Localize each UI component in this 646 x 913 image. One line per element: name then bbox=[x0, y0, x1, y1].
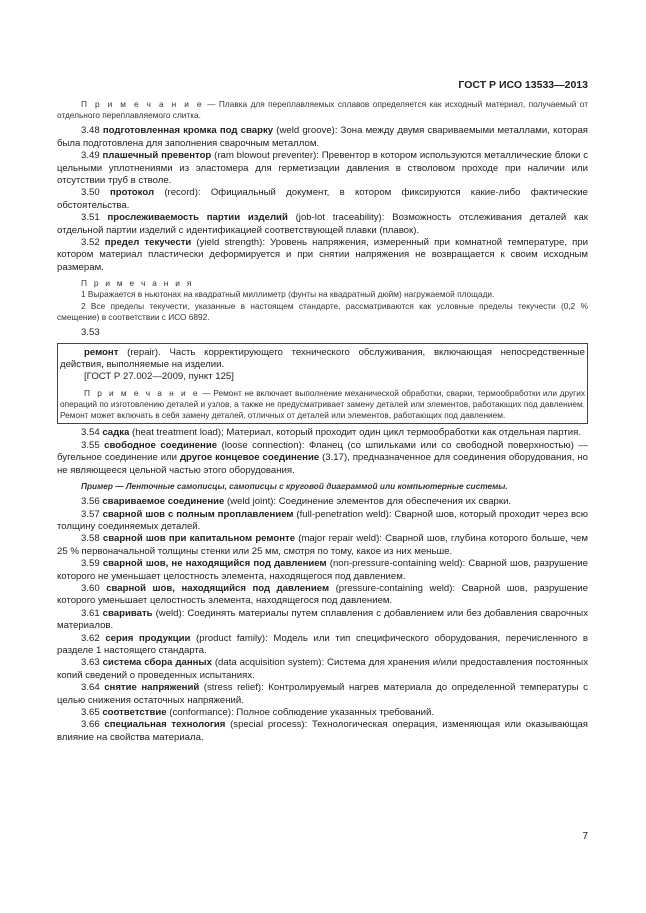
term-3-52: 3.52 предел текучести (yield strength): Уровень напряжения, измеренный при комнатной температуре, при котором материал пластически деформируется и при снятии напряжения не возвращается к своим исходным размерам. bbox=[57, 237, 589, 273]
term-3-65: 3.65 соответствие (conformance): Полное соблюдение указанных требований. bbox=[81, 707, 435, 719]
term-3-53-number: 3.53 bbox=[81, 327, 100, 339]
term-3-56: 3.56 свариваемое соединение (weld joint): Соединение элементов для обеспечения их сварки. bbox=[81, 496, 512, 508]
term-3-50: 3.50 протокол (record): Официальный документ, в котором фиксируются какие-либо фактические обстоятельства. bbox=[57, 187, 589, 211]
note-top: П р и м е ч а н и е — Плавка для переплавляемых сплавов определяется как исходный материал, получаемый от отдельного переплавляемого слитка. bbox=[57, 99, 588, 121]
term-3-48: 3.48 подготовленная кромка под сварку (weld groove): Зона между двумя свариваемыми металлами, которая была подготовлена для заполнения сварочным металлом. bbox=[57, 125, 588, 149]
notes-3-52-label: П р и м е ч а н и я bbox=[81, 278, 194, 289]
document-body bbox=[57, 99, 588, 744]
term-3-58: 3.58 сварной шов при капитальном ремонте (major repair weld): Сварной шов, глубина которого больше, чем 25 % первоначальной толщины стенки или 25 мм, смотря по тому, какое из них меньше. bbox=[57, 533, 588, 557]
term-3-62: 3.62 серия продукции (product family): Модель или тип специфического оборудования, перечисленного в разделе 1 настоящего стандарта. bbox=[57, 632, 588, 657]
term-3-49: 3.49 плашечный превентор (ram blowout preventer): Превентор в котором используются металлические блоки с цельными уплотнениями из эластомера для герметизации давления в стволовом проходе при наличии или отсутствии труб в стволе. bbox=[57, 150, 588, 187]
term-3-54: 3.54 садка (heat treatment load); Материал, который проходит один цикл термообработки как отдельная партия. bbox=[81, 427, 581, 439]
term-3-55: 3.55 свободное соединение (loose connection): Фланец (со шпильками или со свободной поверхностью) — бугельное соединение или другое концевое соединение (3.17), предназначенное для соединения оборудования, но не являющееся цельной частью этого оборудования. bbox=[57, 439, 589, 476]
term-3-66: 3.66 специальная технология (special process): Технологическая операция, изменяющая или оказывающая влияние на свойства материала. bbox=[57, 719, 588, 743]
example-3-55: Пример — Ленточные самописцы, самописцы с круговой диаграммой или компьютерные системы. bbox=[81, 480, 508, 491]
notes-3-52-item-2: 2 Все пределы текучести, указанные в настоящем стандарте, рассматриваются как условные пределы текучести (0,2 % смещение) в соответствии с ИСО 6892. bbox=[57, 300, 588, 322]
term-3-53-note: П р и м е ч а н и е — Ремонт не включает выполнение механической обработки, сварки, термообработки или других операций по изготовлению деталей и узлов, а также не предусматривает замену деталей или элементов, работающих под давлением. Ремонт может включать в себя замену деталей, отличных от деталей или элементов, работающих под давлением. bbox=[60, 387, 585, 421]
term-3-53: ремонт (repair). Часть корректирующего технического обслуживания, включающая непосредственные действия, выполняемые на изделии. bbox=[60, 346, 585, 370]
term-3-64: 3.64 снятие напряжений (stress relief): Контролируемый нагрев материала до определенной температуры с целью снижения остаточных напряжений. bbox=[57, 682, 588, 706]
term-3-53-box bbox=[57, 343, 588, 425]
term-3-63: 3.63 система сбора данных (data acquisition system): Система для хранения и/или предоставления постоянных копий сведений о проведенных испытаниях. bbox=[57, 657, 588, 681]
notes-3-52-item-1: 1 Выражается в ньютонах на квадратный миллиметр (фунты на квадратный дюйм) нагружаемой площади. bbox=[81, 289, 495, 300]
term-3-59: 3.59 сварной шов, не находящийся под давлением (non-pressure-containing weld): Сварной шов, разрушение которого не уменьшает целостность элемента, находящегося под давлением. bbox=[57, 558, 588, 582]
term-3-61: 3.61 сваривать (weld): Соединять материалы путем сплавления с добавлением или без добавления сварочных материалов. bbox=[57, 607, 588, 632]
term-3-60: 3.60 сварной шов, находящийся под давлением (pressure-containing weld): Сварной шов, разрушение которого уменьшает целостность элемента, находящегося под давлением. bbox=[57, 583, 589, 607]
page-number: 7 bbox=[582, 831, 588, 842]
term-3-57: 3.57 сварной шов с полным проплавлением (full-penetration weld): Сварной шов, который проходит через всю толщину соединяемых деталей. bbox=[57, 508, 588, 532]
term-3-51: 3.51 прослеживаемость партии изделий (job-lot traceability): Возможность отслеживания деталей как отдельной партии изделий с идентификацией соответствующей плавки (плавок). bbox=[57, 212, 588, 236]
term-3-53-reference: [ГОСТ Р 27.002—2009, пункт 125] bbox=[84, 371, 234, 383]
standard-header: ГОСТ Р ИСО 13533—2013 bbox=[458, 79, 588, 91]
